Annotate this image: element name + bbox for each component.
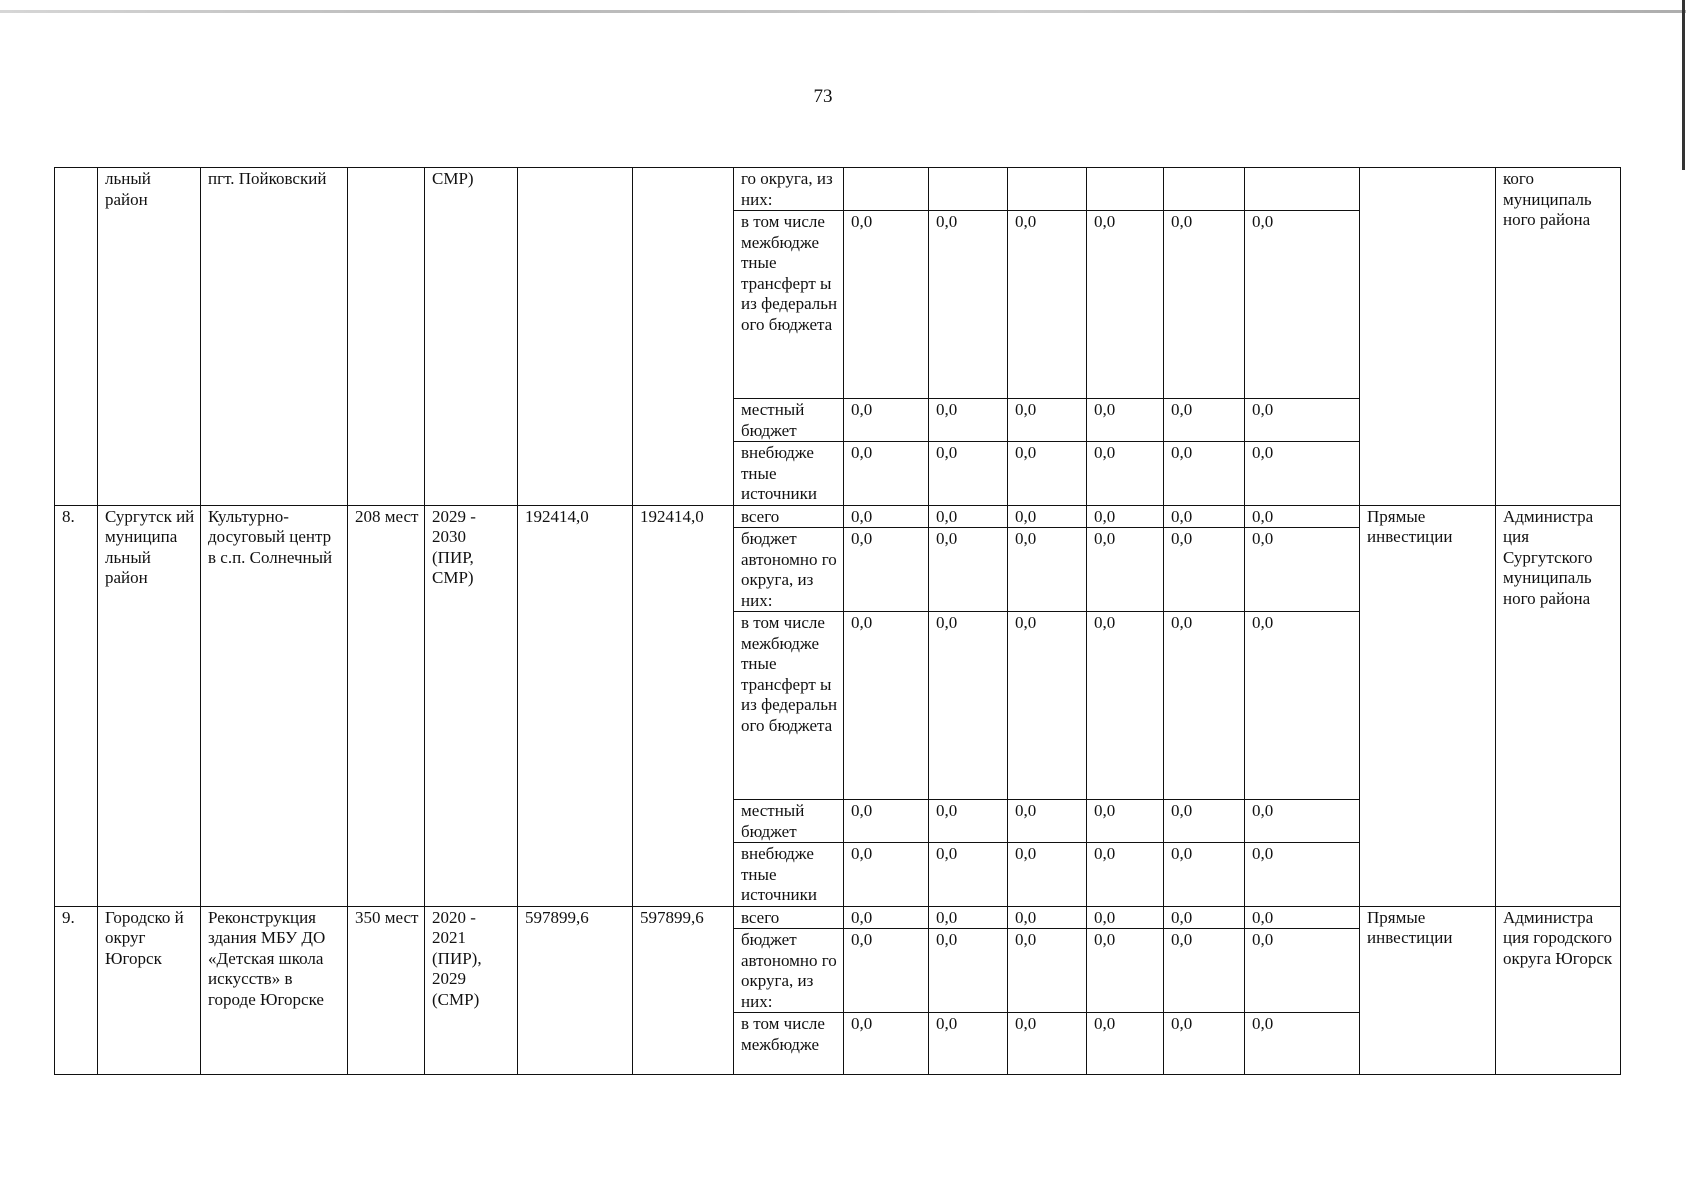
cell-value: 0,0 <box>1087 399 1164 442</box>
cell-customer: Администра ция Сургутского муниципаль ного района <box>1496 505 1621 906</box>
scan-edge-top <box>0 10 1686 13</box>
cell-value: 0,0 <box>844 442 929 506</box>
cell-value: 0,0 <box>1245 528 1360 612</box>
cell-value: 0,0 <box>844 1013 929 1075</box>
cell-value: 0,0 <box>1008 528 1087 612</box>
cell-value: 0,0 <box>1245 399 1360 442</box>
cell-value: 0,0 <box>1164 929 1245 1013</box>
cell-value: 0,0 <box>1087 442 1164 506</box>
cell-value: 0,0 <box>1245 843 1360 907</box>
cell-source: внебюдже тные источники <box>734 843 844 907</box>
cell-value: 0,0 <box>844 505 929 528</box>
cell-source: всего <box>734 906 844 929</box>
table-row <box>55 505 1621 528</box>
cell-remaining <box>633 168 734 506</box>
cell-remaining: 192414,0 <box>633 505 734 906</box>
cell-cost: 192414,0 <box>518 505 633 906</box>
cell-value: 0,0 <box>1164 612 1245 800</box>
cell-value: 0,0 <box>1164 906 1245 929</box>
cell-source: го округа, из них: <box>734 168 844 211</box>
cell-value: 0,0 <box>844 528 929 612</box>
cell-customer: кого муниципаль ного района <box>1496 168 1621 506</box>
cell-source: всего <box>734 505 844 528</box>
cell-source: бюджет автономно го округа, из них: <box>734 528 844 612</box>
cell-value: 0,0 <box>1164 528 1245 612</box>
cell-value: 0,0 <box>1245 906 1360 929</box>
cell-value: 0,0 <box>1008 612 1087 800</box>
page-number: 73 <box>813 86 833 107</box>
cell-cost: 597899,6 <box>518 906 633 1075</box>
cell-value: 0,0 <box>1087 612 1164 800</box>
cell-source: бюджет автономно го округа, из них: <box>734 929 844 1013</box>
cell-value: 0,0 <box>1245 211 1360 399</box>
cell-value: 0,0 <box>1164 505 1245 528</box>
cell-value: 0,0 <box>844 211 929 399</box>
cell-municipality: льный район <box>98 168 201 506</box>
cell-object: пгт. Пойковский <box>201 168 348 506</box>
cell-value: 0,0 <box>844 612 929 800</box>
cell-value <box>1087 168 1164 211</box>
cell-value <box>1008 168 1087 211</box>
cell-period: 2020 - 2021 (ПИР), 2029 (СМР) <box>425 906 518 1075</box>
cell-source: местный бюджет <box>734 399 844 442</box>
cell-object: Культурно- досуговый центр в с.п. Солнечный <box>201 505 348 906</box>
cell-period: 2029 - 2030 (ПИР, СМР) <box>425 505 518 906</box>
cell-form <box>1360 168 1496 506</box>
cell-value: 0,0 <box>844 929 929 1013</box>
cell-num: 8. <box>55 505 98 906</box>
cell-value: 0,0 <box>1087 800 1164 843</box>
cell-value: 0,0 <box>929 442 1008 506</box>
cell-value <box>929 168 1008 211</box>
cell-value: 0,0 <box>1087 929 1164 1013</box>
cell-value: 0,0 <box>1164 442 1245 506</box>
cell-value: 0,0 <box>929 528 1008 612</box>
cell-value: 0,0 <box>1164 843 1245 907</box>
cell-value: 0,0 <box>1087 505 1164 528</box>
cell-object: Реконструкция здания МБУ ДО «Детская школа искусств» в городе Югорске <box>201 906 348 1075</box>
cell-form: Прямые инвестиции <box>1360 505 1496 906</box>
cell-value: 0,0 <box>844 906 929 929</box>
cell-value: 0,0 <box>1245 612 1360 800</box>
cell-value: 0,0 <box>929 906 1008 929</box>
cell-customer: Администра ция городского округа Югорск <box>1496 906 1621 1075</box>
cell-source: в том числе межбюдже <box>734 1013 844 1075</box>
cell-source: в том числе межбюдже тные трансферт ы из федеральн ого бюджета <box>734 211 844 399</box>
cell-value: 0,0 <box>1164 399 1245 442</box>
cell-form: Прямые инвестиции <box>1360 906 1496 1075</box>
cell-municipality: Сургутск ий муниципа льный район <box>98 505 201 906</box>
cell-value: 0,0 <box>1245 442 1360 506</box>
investment-objects-table <box>54 167 1621 1075</box>
cell-value: 0,0 <box>929 505 1008 528</box>
table-row <box>55 906 1621 929</box>
cell-value: 0,0 <box>1087 843 1164 907</box>
cell-value: 0,0 <box>1245 1013 1360 1075</box>
cell-value: 0,0 <box>929 800 1008 843</box>
cell-value: 0,0 <box>844 843 929 907</box>
cell-value <box>844 168 929 211</box>
cell-source: местный бюджет <box>734 800 844 843</box>
cell-value: 0,0 <box>1008 1013 1087 1075</box>
cell-value: 0,0 <box>1087 906 1164 929</box>
cell-value: 0,0 <box>929 399 1008 442</box>
cell-value: 0,0 <box>929 211 1008 399</box>
cell-capacity: 350 мест <box>348 906 425 1075</box>
cell-source: внебюдже тные источники <box>734 442 844 506</box>
cell-value: 0,0 <box>1087 1013 1164 1075</box>
cell-value: 0,0 <box>1008 800 1087 843</box>
scan-edge-right <box>1682 0 1685 170</box>
cell-value: 0,0 <box>1164 211 1245 399</box>
cell-source: в том числе межбюдже тные трансферт ы из федеральн ого бюджета <box>734 612 844 800</box>
cell-capacity <box>348 168 425 506</box>
cell-value: 0,0 <box>1008 211 1087 399</box>
cell-num <box>55 168 98 506</box>
cell-value: 0,0 <box>1245 800 1360 843</box>
cell-value: 0,0 <box>1008 929 1087 1013</box>
cell-value: 0,0 <box>1008 399 1087 442</box>
cell-municipality: Городско й округ Югорск <box>98 906 201 1075</box>
cell-value: 0,0 <box>1008 442 1087 506</box>
cell-value: 0,0 <box>929 1013 1008 1075</box>
cell-value: 0,0 <box>1164 800 1245 843</box>
cell-remaining: 597899,6 <box>633 906 734 1075</box>
cell-value: 0,0 <box>844 399 929 442</box>
cell-period: СМР) <box>425 168 518 506</box>
cell-value: 0,0 <box>929 612 1008 800</box>
cell-value: 0,0 <box>844 800 929 843</box>
cell-num: 9. <box>55 906 98 1075</box>
cell-value: 0,0 <box>1008 505 1087 528</box>
table-row <box>55 168 1621 211</box>
cell-value <box>1245 168 1360 211</box>
cell-value: 0,0 <box>1245 929 1360 1013</box>
cell-value <box>1164 168 1245 211</box>
cell-value: 0,0 <box>929 929 1008 1013</box>
cell-value: 0,0 <box>1087 528 1164 612</box>
cell-value: 0,0 <box>1164 1013 1245 1075</box>
cell-capacity: 208 мест <box>348 505 425 906</box>
cell-value: 0,0 <box>1008 906 1087 929</box>
cell-value: 0,0 <box>1008 843 1087 907</box>
cell-value: 0,0 <box>1087 211 1164 399</box>
cell-value: 0,0 <box>1245 505 1360 528</box>
cell-cost <box>518 168 633 506</box>
cell-value: 0,0 <box>929 843 1008 907</box>
